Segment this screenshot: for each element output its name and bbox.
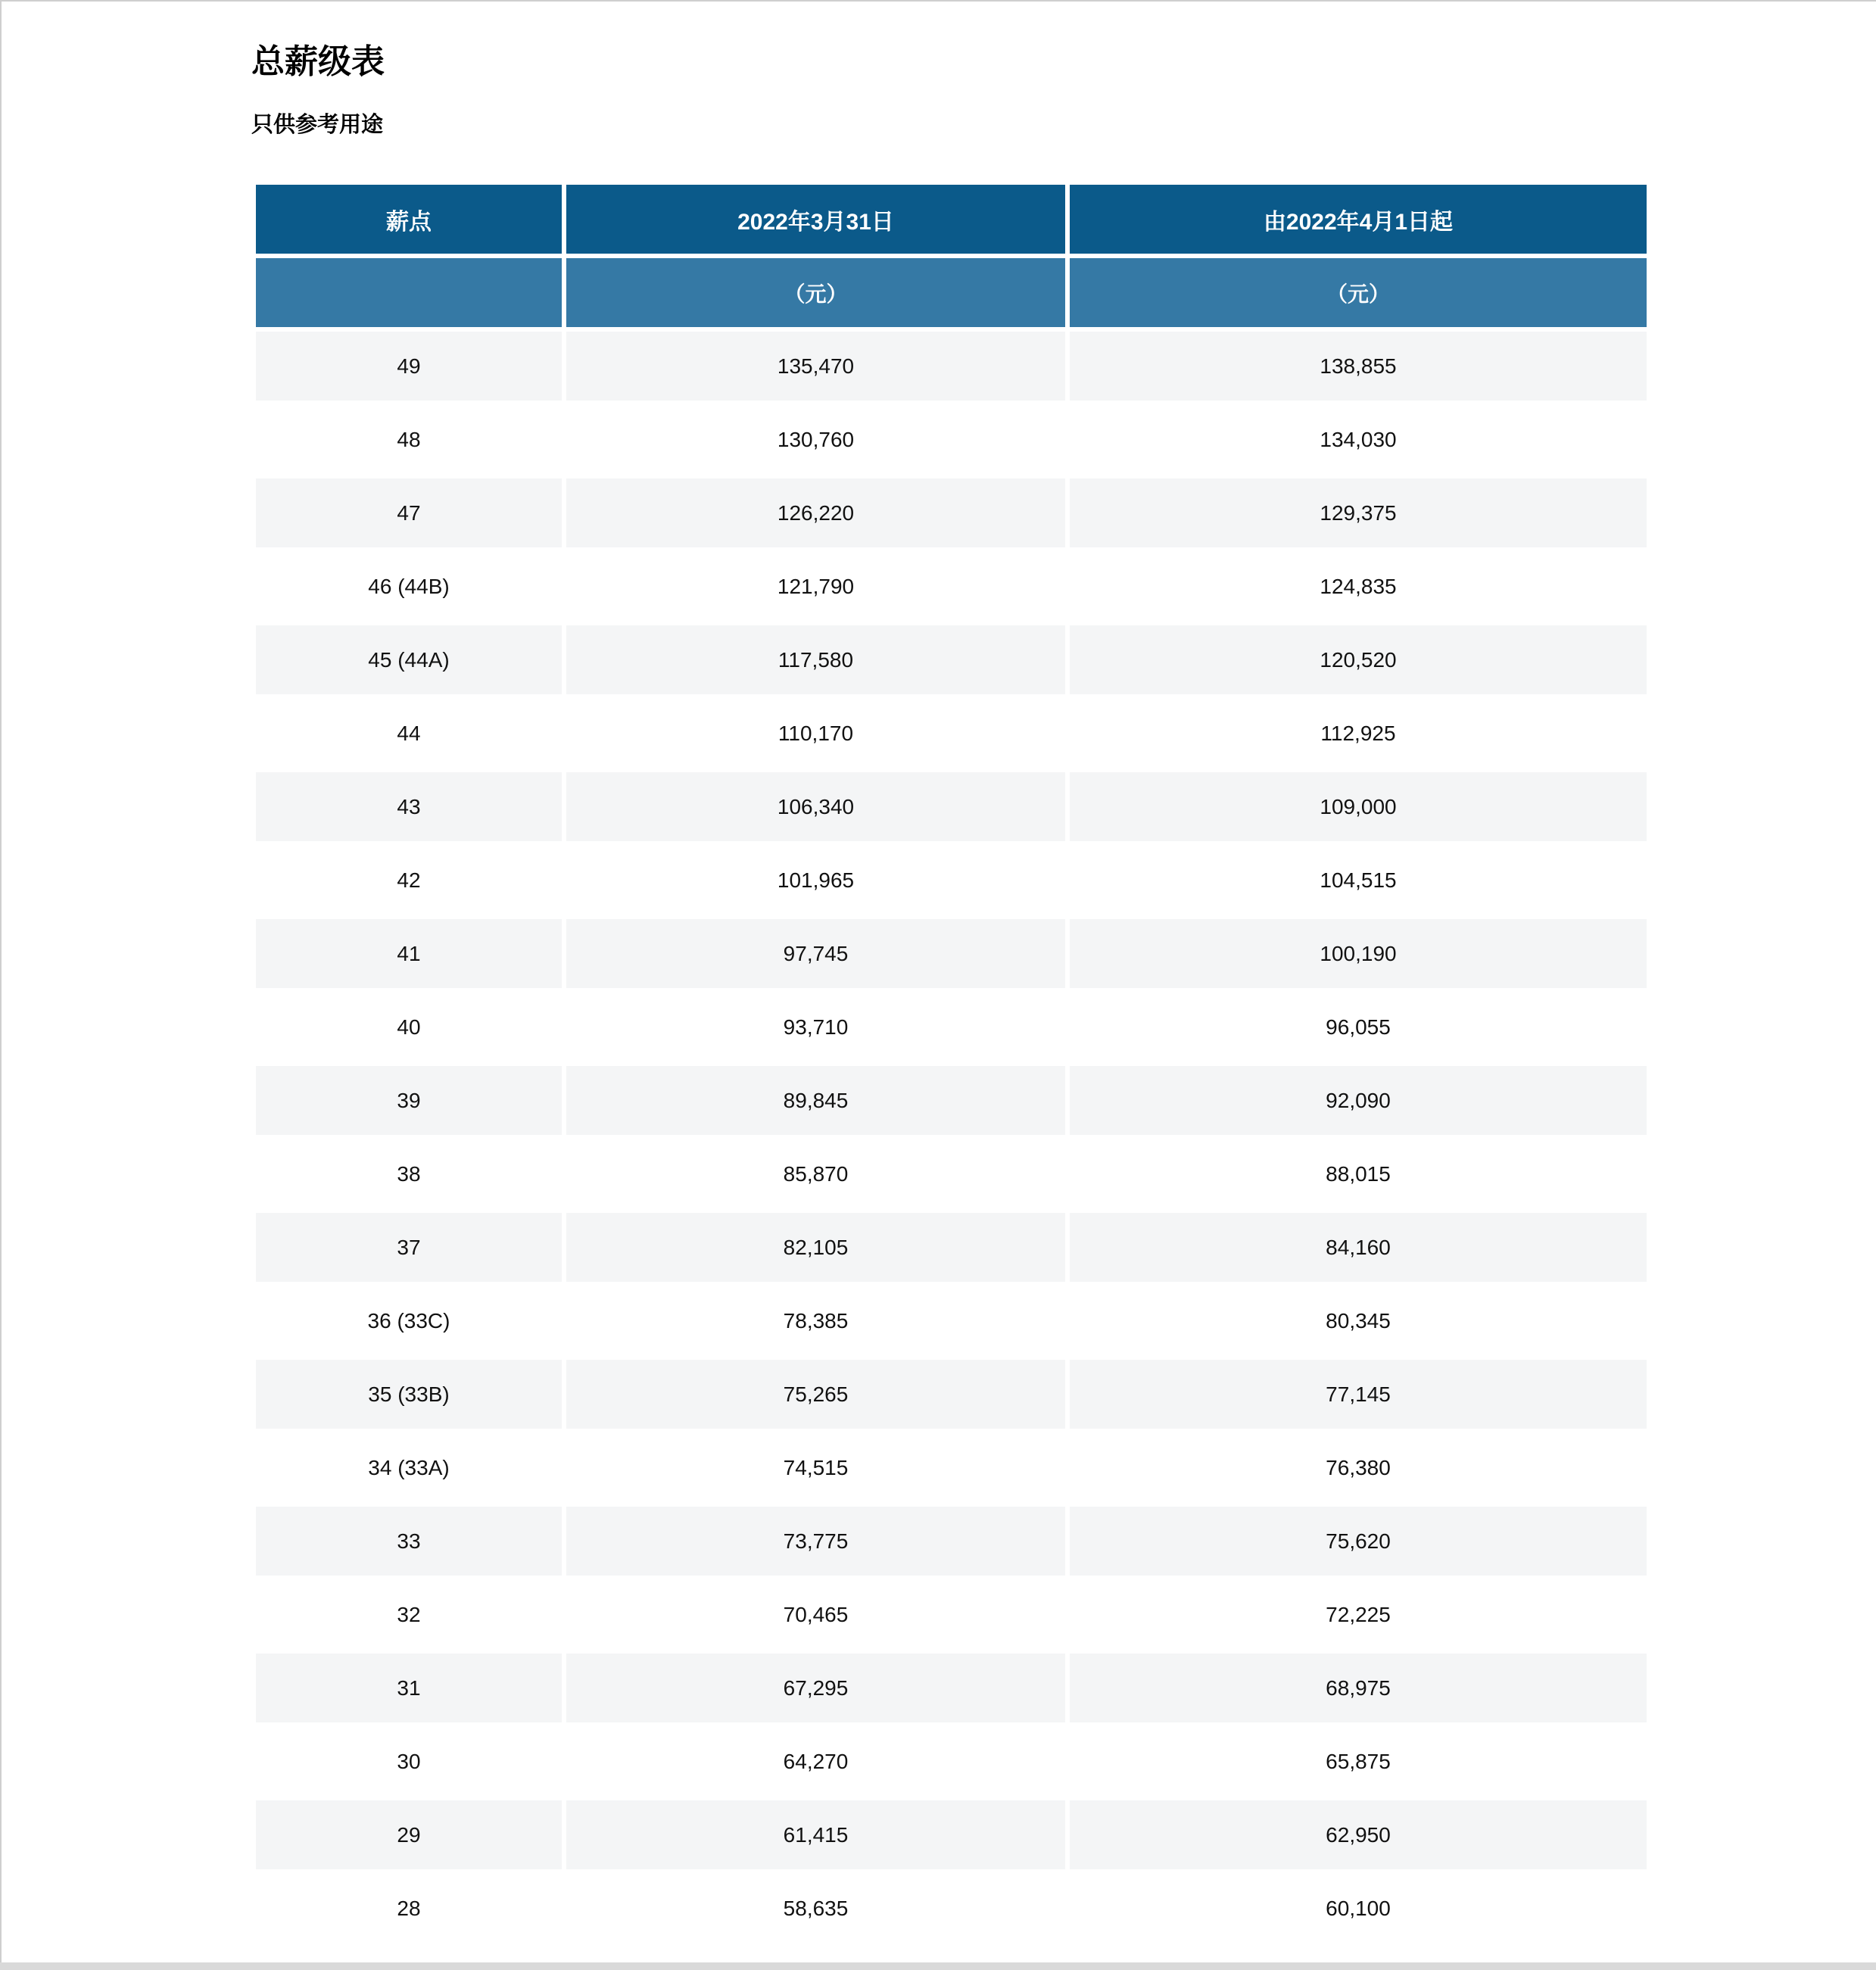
salary-after-cell: 92,090 — [1070, 1066, 1647, 1135]
table-row — [256, 1286, 1647, 1355]
salary-before-cell: 110,170 — [566, 699, 1065, 768]
salary-before-cell: 101,965 — [566, 846, 1065, 915]
salary-before-cell: 75,265 — [566, 1360, 1065, 1429]
salary-after-cell: 65,875 — [1070, 1727, 1647, 1796]
salary-after-cell: 124,835 — [1070, 552, 1647, 621]
pay-point-cell: 37 — [256, 1213, 562, 1282]
salary-after-cell: 80,345 — [1070, 1286, 1647, 1355]
table-row — [256, 405, 1647, 474]
table-row — [256, 478, 1647, 547]
pay-point-cell: 31 — [256, 1654, 562, 1722]
salary-before-cell: 85,870 — [566, 1139, 1065, 1208]
salary-after-cell: 129,375 — [1070, 478, 1647, 547]
pay-point-cell: 30 — [256, 1727, 562, 1796]
pay-scale-table — [251, 180, 1651, 1947]
salary-before-cell: 78,385 — [566, 1286, 1065, 1355]
salary-after-cell: 104,515 — [1070, 846, 1647, 915]
salary-after-cell: 138,855 — [1070, 332, 1647, 401]
pay-point-cell: 44 — [256, 699, 562, 768]
salary-after-cell: 72,225 — [1070, 1580, 1647, 1649]
unit-before-cell: （元） — [566, 258, 1065, 327]
salary-after-cell: 60,100 — [1070, 1874, 1647, 1943]
pay-point-cell: 29 — [256, 1800, 562, 1869]
table-row — [256, 1360, 1647, 1429]
table-row — [256, 1213, 1647, 1282]
table-row — [256, 332, 1647, 401]
window-border-top — [0, 0, 1876, 2]
table-row — [256, 1874, 1647, 1943]
salary-before-cell: 67,295 — [566, 1654, 1065, 1722]
table-row — [256, 1507, 1647, 1576]
table-row — [256, 1654, 1647, 1722]
pay-point-cell: 35 (33B) — [256, 1360, 562, 1429]
date-after-header: 由2022年4月1日起 — [1070, 185, 1647, 254]
pay-point-cell: 28 — [256, 1874, 562, 1943]
pay-point-cell: 32 — [256, 1580, 562, 1649]
date-before-header: 2022年3月31日 — [566, 185, 1065, 254]
table-row — [256, 919, 1647, 988]
unit-after-cell: （元） — [1070, 258, 1647, 327]
salary-before-cell: 82,105 — [566, 1213, 1065, 1282]
table-unit-row — [256, 258, 1647, 327]
horizontal-scrollbar[interactable] — [0, 1962, 1876, 1970]
page-subtitle: 只供参考用途 — [251, 113, 384, 137]
pay-point-cell: 43 — [256, 772, 562, 841]
pay-point-cell: 49 — [256, 332, 562, 401]
salary-after-cell: 96,055 — [1070, 993, 1647, 1061]
table-row — [256, 1800, 1647, 1869]
table-row — [256, 846, 1647, 915]
pay-point-cell: 45 (44A) — [256, 625, 562, 694]
window-border-left — [0, 0, 2, 1970]
pay-point-cell: 42 — [256, 846, 562, 915]
pay-point-cell: 33 — [256, 1507, 562, 1576]
pay-point-cell: 46 (44B) — [256, 552, 562, 621]
table-row — [256, 993, 1647, 1061]
salary-before-cell: 61,415 — [566, 1800, 1065, 1869]
table-row — [256, 1727, 1647, 1796]
pay-point-header: 薪点 — [256, 185, 562, 254]
salary-after-cell: 84,160 — [1070, 1213, 1647, 1282]
pay-point-cell: 39 — [256, 1066, 562, 1135]
salary-after-cell: 100,190 — [1070, 919, 1647, 988]
unit-cell-empty — [256, 258, 562, 327]
salary-after-cell: 62,950 — [1070, 1800, 1647, 1869]
salary-before-cell: 97,745 — [566, 919, 1065, 988]
table-row — [256, 772, 1647, 841]
pay-point-cell: 41 — [256, 919, 562, 988]
table-row — [256, 1066, 1647, 1135]
table-row — [256, 552, 1647, 621]
pay-point-cell: 34 (33A) — [256, 1433, 562, 1502]
pay-table-body — [256, 332, 1647, 1943]
table-row — [256, 1433, 1647, 1502]
salary-before-cell: 126,220 — [566, 478, 1065, 547]
salary-before-cell: 130,760 — [566, 405, 1065, 474]
pay-point-cell: 48 — [256, 405, 562, 474]
salary-after-cell: 134,030 — [1070, 405, 1647, 474]
salary-before-cell: 89,845 — [566, 1066, 1065, 1135]
salary-before-cell: 74,515 — [566, 1433, 1065, 1502]
salary-before-cell: 117,580 — [566, 625, 1065, 694]
salary-before-cell: 73,775 — [566, 1507, 1065, 1576]
salary-before-cell: 135,470 — [566, 332, 1065, 401]
salary-before-cell: 58,635 — [566, 1874, 1065, 1943]
table-row — [256, 1580, 1647, 1649]
salary-before-cell: 106,340 — [566, 772, 1065, 841]
table-row — [256, 699, 1647, 768]
page-title: 总薪级表 — [251, 43, 385, 80]
salary-after-cell: 76,380 — [1070, 1433, 1647, 1502]
salary-after-cell: 88,015 — [1070, 1139, 1647, 1208]
salary-after-cell: 68,975 — [1070, 1654, 1647, 1722]
table-row — [256, 625, 1647, 694]
salary-before-cell: 70,465 — [566, 1580, 1065, 1649]
salary-after-cell: 77,145 — [1070, 1360, 1647, 1429]
salary-after-cell: 112,925 — [1070, 699, 1647, 768]
salary-after-cell: 120,520 — [1070, 625, 1647, 694]
salary-after-cell: 109,000 — [1070, 772, 1647, 841]
pay-point-cell: 40 — [256, 993, 562, 1061]
table-row — [256, 1139, 1647, 1208]
pay-point-cell: 36 (33C) — [256, 1286, 562, 1355]
salary-before-cell: 93,710 — [566, 993, 1065, 1061]
table-header-row — [256, 185, 1647, 254]
salary-before-cell: 64,270 — [566, 1727, 1065, 1796]
salary-after-cell: 75,620 — [1070, 1507, 1647, 1576]
pay-scale-table-container — [251, 180, 1651, 1947]
pay-point-cell: 38 — [256, 1139, 562, 1208]
pay-point-cell: 47 — [256, 478, 562, 547]
salary-before-cell: 121,790 — [566, 552, 1065, 621]
